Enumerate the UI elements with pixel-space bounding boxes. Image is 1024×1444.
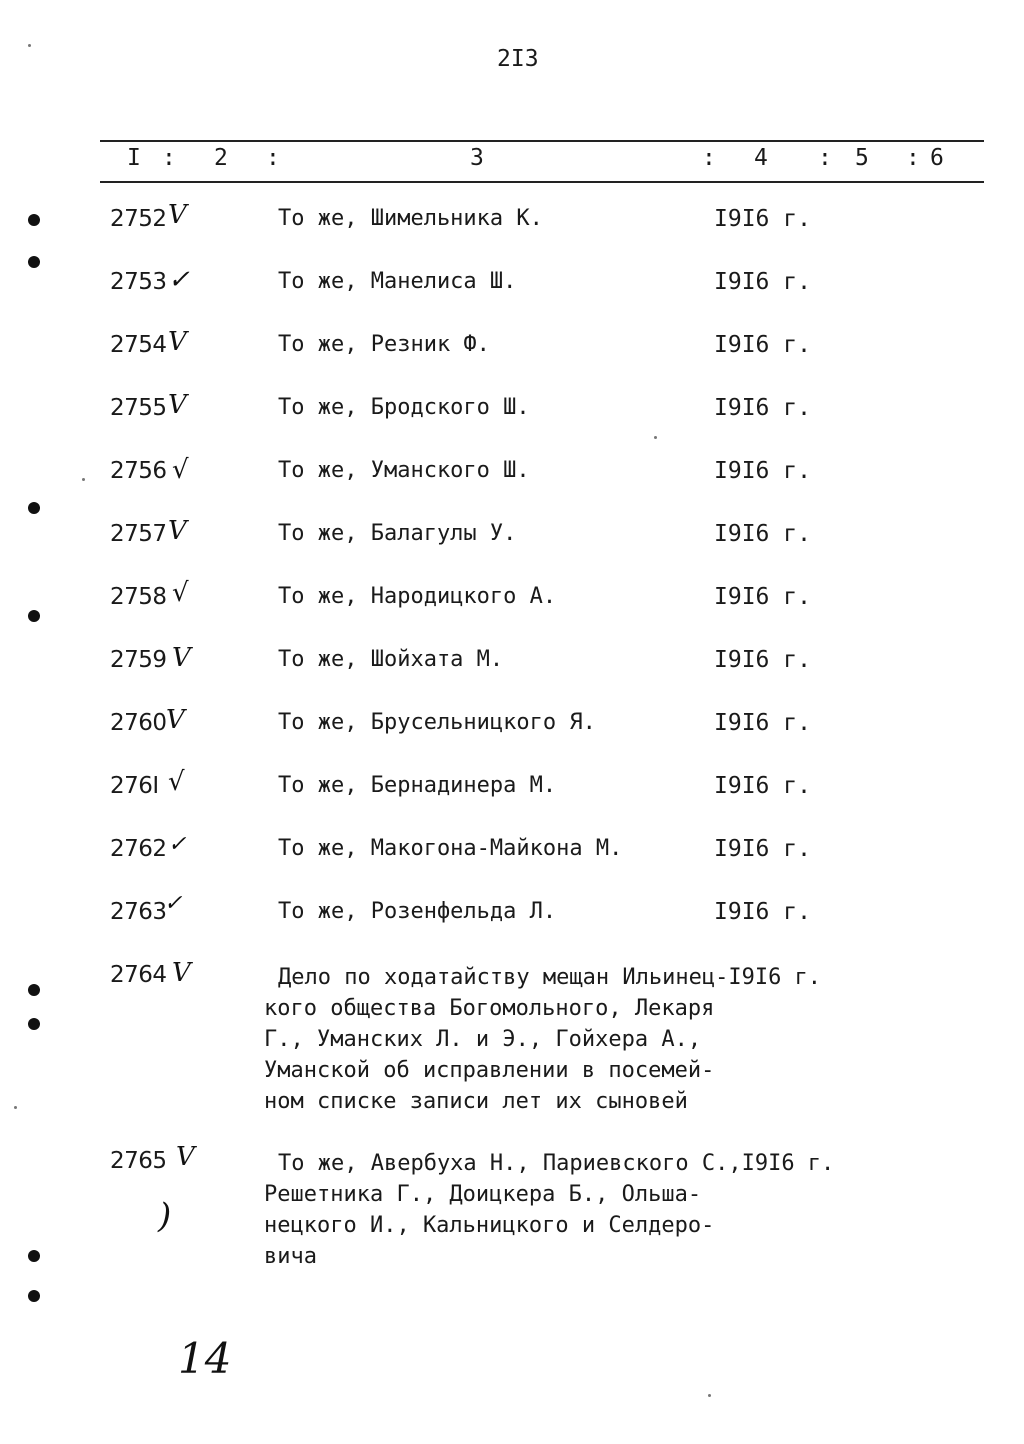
- entry-date: I9I6 г.: [714, 395, 811, 421]
- entry-line: Уманской об исправлении в посемей-: [264, 1058, 715, 1083]
- entry-number: 2753: [110, 269, 167, 295]
- entry-date: I9I6 г.: [714, 899, 811, 925]
- check-mark-icon: ✓: [168, 832, 187, 857]
- binder-hole-icon: [28, 1018, 40, 1030]
- header-separator: :: [162, 145, 176, 171]
- check-mark-icon: √: [172, 455, 189, 485]
- handwritten-page-count: 14: [178, 1334, 232, 1383]
- entry-date: I9I6 г.: [714, 647, 811, 673]
- header-separator: :: [702, 145, 716, 171]
- entry-line: То же, Авербуха Н., Париевского С.,I9I6 г.: [278, 1151, 835, 1176]
- entry-date: I9I6 г.: [714, 206, 811, 232]
- scan-speck: [14, 1106, 17, 1109]
- scan-speck: [28, 44, 31, 47]
- entry-title: То же, Народицкого А.: [278, 584, 557, 609]
- binder-hole-icon: [28, 1290, 40, 1302]
- entry-date: I9I6 г.: [714, 710, 811, 736]
- entry-date: I9I6 г.: [714, 773, 811, 799]
- entry-number: 2757: [110, 521, 167, 547]
- header-col-3: 3: [470, 145, 484, 171]
- entry-title: То же, Манелиса Ш.: [278, 269, 517, 294]
- check-mark-icon: V: [172, 643, 191, 673]
- entry-title: То же, Балагулы У.: [278, 521, 517, 546]
- entry-date: I9I6 г.: [714, 269, 811, 295]
- entry-description: [264, 962, 821, 1117]
- entry-title: То же, Бродского Ш.: [278, 395, 530, 420]
- binder-hole-icon: [28, 256, 40, 268]
- entry-number: 2752: [110, 206, 167, 232]
- header-separator: :: [266, 145, 280, 171]
- entry-number: 2764: [110, 962, 167, 988]
- entry-number: 2756: [110, 458, 167, 484]
- entry-title: То же, Брусельницкого Я.: [278, 710, 596, 735]
- binder-hole-icon: [28, 502, 40, 514]
- header-col-4: 4: [754, 145, 768, 171]
- entry-date: I9I6 г.: [714, 458, 811, 484]
- entry-line: Решетника Г., Доицкера Б., Ольша-: [264, 1182, 702, 1207]
- check-mark-icon: V: [176, 1142, 195, 1172]
- handwritten-bracket-icon: ): [158, 1196, 172, 1236]
- entry-title: То же, Розенфельда Л.: [278, 899, 557, 924]
- entry-title: То же, Макогона-Майкона М.: [278, 836, 623, 861]
- scan-speck: [708, 1394, 711, 1397]
- header-col-5: 5: [855, 145, 869, 171]
- entry-line: нецкого И., Кальницкого и Селдеро-: [264, 1213, 715, 1238]
- entry-title: То же, Шимельника К.: [278, 206, 543, 231]
- entry-title: То же, Уманского Ш.: [278, 458, 530, 483]
- check-mark-icon: V: [166, 705, 185, 735]
- entry-line: вича: [264, 1244, 317, 1269]
- header-rule-bottom: [100, 181, 984, 183]
- entry-number: 2758: [110, 584, 167, 610]
- entry-description: [264, 1148, 834, 1272]
- entry-line: Дело по ходатайству мещан Ильинец-I9I6 г.: [278, 965, 822, 990]
- check-mark-icon: ✓: [164, 891, 183, 916]
- scan-speck: [82, 478, 85, 481]
- entry-number: 2763: [110, 899, 167, 925]
- entry-number: 2759: [110, 647, 167, 673]
- entry-number: 2755: [110, 395, 167, 421]
- entry-line: ном списке записи лет их сыновей: [264, 1089, 688, 1114]
- check-mark-icon: V: [168, 516, 187, 546]
- check-mark-icon: √: [172, 578, 189, 608]
- entry-line: кого общества Богомольного, Лекаря: [264, 996, 715, 1021]
- entry-date: I9I6 г.: [714, 584, 811, 610]
- binder-hole-icon: [28, 1250, 40, 1262]
- entry-number: 2765: [110, 1148, 167, 1174]
- check-mark-icon: ✓: [168, 265, 190, 295]
- binder-hole-icon: [28, 610, 40, 622]
- check-mark-icon: V: [172, 958, 191, 988]
- header-rule-top: [100, 140, 984, 142]
- entry-date: I9I6 г.: [714, 332, 811, 358]
- check-mark-icon: √: [168, 767, 185, 797]
- entry-line: Г., Уманских Л. и Э., Гойхера А.,: [264, 1027, 702, 1052]
- header-separator: :: [818, 145, 832, 171]
- entry-title: То же, Бернадинера М.: [278, 773, 557, 798]
- entry-number: 2760: [110, 710, 167, 736]
- page-number: 2I3: [497, 46, 539, 72]
- check-mark-icon: V: [168, 327, 187, 357]
- scan-speck: [654, 436, 657, 439]
- entry-title: То же, Резник Ф.: [278, 332, 490, 357]
- entry-date: I9I6 г.: [714, 836, 811, 862]
- check-mark-icon: V: [168, 390, 187, 420]
- entry-number: 2762: [110, 836, 167, 862]
- entry-title: То же, Шойхата М.: [278, 647, 504, 672]
- binder-hole-icon: [28, 984, 40, 996]
- binder-hole-icon: [28, 214, 40, 226]
- header-col-6: 6: [930, 145, 944, 171]
- check-mark-icon: V: [168, 200, 187, 230]
- header-col-1: I: [127, 145, 141, 171]
- entry-date: I9I6 г.: [714, 521, 811, 547]
- header-col-2: 2: [214, 145, 228, 171]
- entry-number: 276I: [110, 773, 159, 799]
- header-separator: :: [906, 145, 920, 171]
- entry-number: 2754: [110, 332, 167, 358]
